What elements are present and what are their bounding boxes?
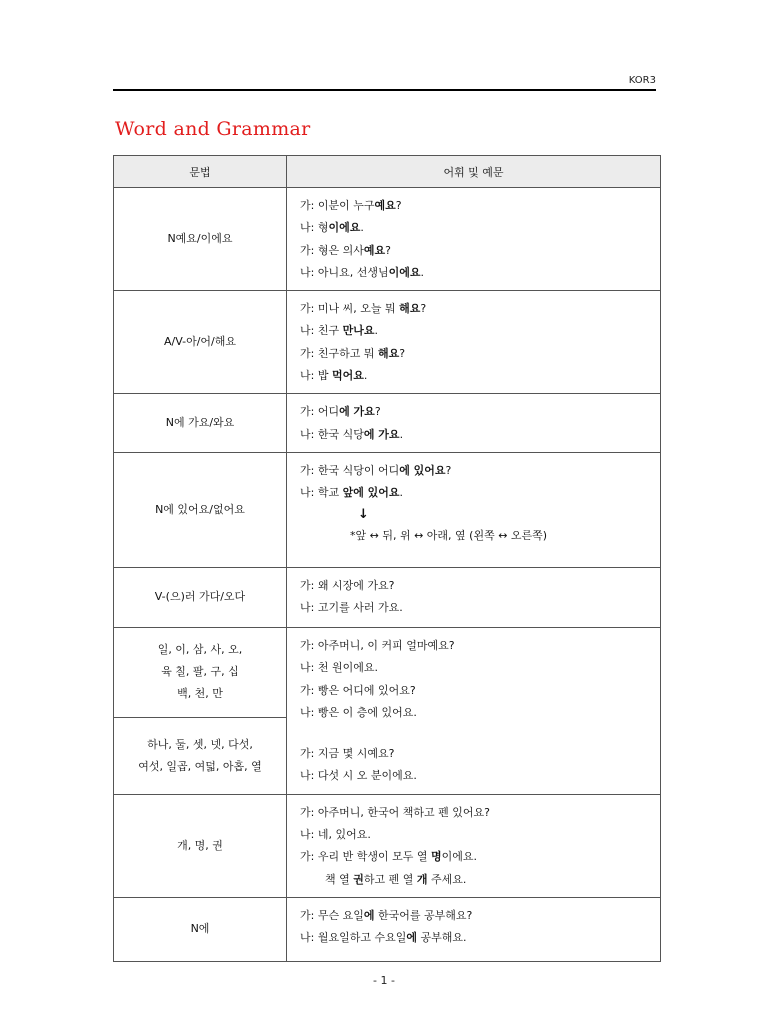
table-row — [114, 567, 661, 627]
example-text: . — [360, 221, 364, 235]
grammar-line: 여섯, 일곱, 여덟, 아홉, 열 — [138, 759, 262, 773]
grammar-highlight: 앞에 있어요 — [342, 486, 400, 500]
example-text: 가: 빵은 어디에 있어요? — [300, 683, 416, 697]
table-row — [114, 897, 661, 961]
example-text: ? — [445, 463, 452, 477]
example-line — [300, 460, 654, 482]
position-words-note: *앞 ↔ 뒤, 위 ↔ 아래, 옆 (왼쪽 ↔ 오른쪽) — [350, 528, 548, 542]
example-text: ? — [399, 346, 406, 360]
example-line — [300, 765, 654, 787]
example-text: 나: 학교 — [300, 486, 343, 500]
example-text: 나: 월요일하고 수요일 — [300, 931, 407, 945]
example-line — [300, 824, 654, 846]
example-line — [300, 195, 654, 217]
example-text: . — [399, 486, 404, 500]
example-text: . — [363, 369, 368, 383]
example-text: 가: 한국 식당이 어디 — [300, 463, 400, 477]
example-line — [300, 635, 654, 657]
course-code: KOR3 — [628, 75, 656, 86]
grammar-cell: 개, 명, 권 — [114, 794, 287, 897]
grammar-cell: A/V-아/어/해요 — [114, 291, 287, 394]
example-text: 가: 무슨 요일 — [300, 908, 364, 922]
example-text: ? — [374, 405, 381, 419]
example-line — [300, 240, 654, 262]
example-text: 나: 천 원이에요. — [300, 661, 378, 675]
example-line — [300, 343, 654, 365]
example-text: 나: 고기를 사러 가요. — [300, 601, 403, 615]
example-text: 가: 아주머니, 이 커피 얼마예요? — [300, 638, 455, 652]
example-text: 가: 이분이 누구 — [300, 199, 375, 212]
example-text: ? — [420, 302, 427, 316]
example-line — [300, 217, 654, 239]
example-text: 나: 친구 — [300, 324, 343, 338]
table-row — [114, 794, 661, 897]
grammar-line: 일, 이, 삼, 사, 오, — [157, 643, 243, 657]
grammar-highlight: 예요 — [374, 199, 396, 212]
grammar-highlight: 해요 — [377, 346, 400, 360]
example-line — [300, 869, 654, 891]
example-line — [300, 401, 654, 423]
grammar-cell: N에 있어요/없어요 — [114, 452, 287, 567]
example-line — [300, 802, 654, 824]
grammar-highlight: 개 — [416, 872, 428, 886]
table-header-row — [114, 156, 661, 188]
grammar-cell: V-(으)러 가다/오다 — [114, 567, 287, 627]
grammar-line: 백, 천, 만 — [177, 687, 223, 701]
page-title: Word and Grammar — [115, 118, 311, 140]
example-text: 나: 한국 식당 — [300, 427, 364, 441]
grammar-highlight: 만나요 — [342, 324, 375, 338]
example-line — [300, 575, 654, 597]
table-row — [114, 394, 661, 453]
example-text: 가: 형은 의사 — [300, 243, 364, 257]
example-text: . — [399, 427, 404, 441]
grammar-highlight: 먹어요 — [331, 369, 364, 383]
example-cell — [287, 452, 661, 567]
grammar-cell — [114, 717, 287, 794]
example-text: 가: 왜 시장에 가요? — [300, 578, 395, 592]
grammar-highlight: 에 가요 — [363, 427, 400, 441]
grammar-cell — [114, 627, 287, 717]
grammar-cell: N예요/이에요 — [114, 188, 287, 291]
example-cell — [287, 291, 661, 394]
grammar-highlight: 에 — [363, 908, 375, 922]
example-text: 가: 미나 씨, 오늘 뭐 — [300, 302, 400, 316]
column-header-grammar: 문법 — [114, 156, 287, 188]
grammar-line: 육 칠, 팔, 구, 십 — [161, 665, 239, 679]
example-line — [300, 482, 654, 504]
example-text: 나: 아니요, 선생님 — [300, 265, 389, 279]
grammar-highlight: 명 — [430, 850, 442, 864]
example-text: 나: 네, 있어요. — [300, 828, 371, 842]
grammar-highlight: 이에요 — [388, 265, 421, 279]
example-line — [300, 702, 654, 724]
example-text: 나: 빵은 이 층에 있어요. — [300, 705, 417, 719]
example-text: 가: 친구하고 뭐 — [300, 346, 378, 360]
table-row — [114, 188, 661, 291]
grammar-highlight: 권 — [353, 872, 364, 886]
header-rule — [113, 89, 656, 91]
grammar-highlight: 해요 — [399, 302, 421, 316]
example-text: 가: 아주머니, 한국어 책하고 펜 있어요? — [300, 805, 490, 819]
example-line — [300, 365, 654, 387]
example-line — [300, 927, 654, 949]
example-text: 하고 펜 열 — [363, 872, 417, 886]
grammar-cell: N에 — [114, 897, 287, 961]
example-cell — [287, 188, 661, 291]
grammar-highlight: 이에요 — [328, 221, 361, 235]
example-cell — [287, 897, 661, 961]
example-text: 한국어를 공부해요? — [374, 908, 473, 922]
example-text: 나: 밥 — [300, 369, 332, 383]
example-text: . — [374, 324, 378, 338]
example-text: 가: 지금 몇 시예요? — [300, 747, 395, 761]
grammar-table — [113, 155, 661, 962]
grammar-highlight: 에 있어요 — [399, 463, 446, 477]
example-line — [300, 905, 654, 927]
example-text: 나: 형 — [300, 221, 329, 235]
example-text: 가: 우리 반 학생이 모두 열 — [300, 850, 431, 864]
example-text: ? — [385, 243, 391, 257]
example-line — [300, 680, 654, 702]
example-line — [300, 743, 654, 765]
example-text: 공부해요. — [416, 931, 467, 945]
example-cell — [287, 794, 661, 897]
example-text: . — [420, 265, 424, 279]
example-text: 가: 어디 — [300, 405, 340, 419]
example-line — [300, 846, 654, 868]
example-text: 나: 다섯 시 오 분이에요. — [300, 769, 417, 783]
example-line — [300, 320, 654, 342]
spacer — [300, 724, 654, 743]
example-line — [300, 597, 654, 619]
down-arrow-icon: ↓ — [358, 506, 369, 522]
example-line — [300, 298, 654, 320]
example-cell — [287, 394, 661, 453]
grammar-cell: N에 가요/와요 — [114, 394, 287, 453]
grammar-line: 하나, 둘, 셋, 넷, 다섯, — [147, 737, 253, 751]
example-text: 책 열 — [325, 872, 354, 886]
example-text: 주세요. — [427, 872, 467, 886]
example-line — [300, 657, 654, 679]
column-header-vocab-examples: 어휘 및 예문 — [287, 156, 661, 188]
table-row — [114, 291, 661, 394]
grammar-highlight: 에 — [406, 931, 417, 945]
grammar-highlight: 에 가요 — [339, 405, 375, 419]
grammar-highlight: 예요 — [363, 243, 386, 257]
example-text: 이에요. — [441, 850, 477, 864]
example-line — [300, 424, 654, 446]
table-row — [114, 452, 661, 567]
example-cell — [287, 567, 661, 627]
example-cell — [287, 627, 661, 794]
example-text: ? — [395, 199, 402, 212]
page-number: - 1 - — [373, 974, 395, 987]
example-line — [300, 262, 654, 284]
table-row — [114, 627, 661, 717]
